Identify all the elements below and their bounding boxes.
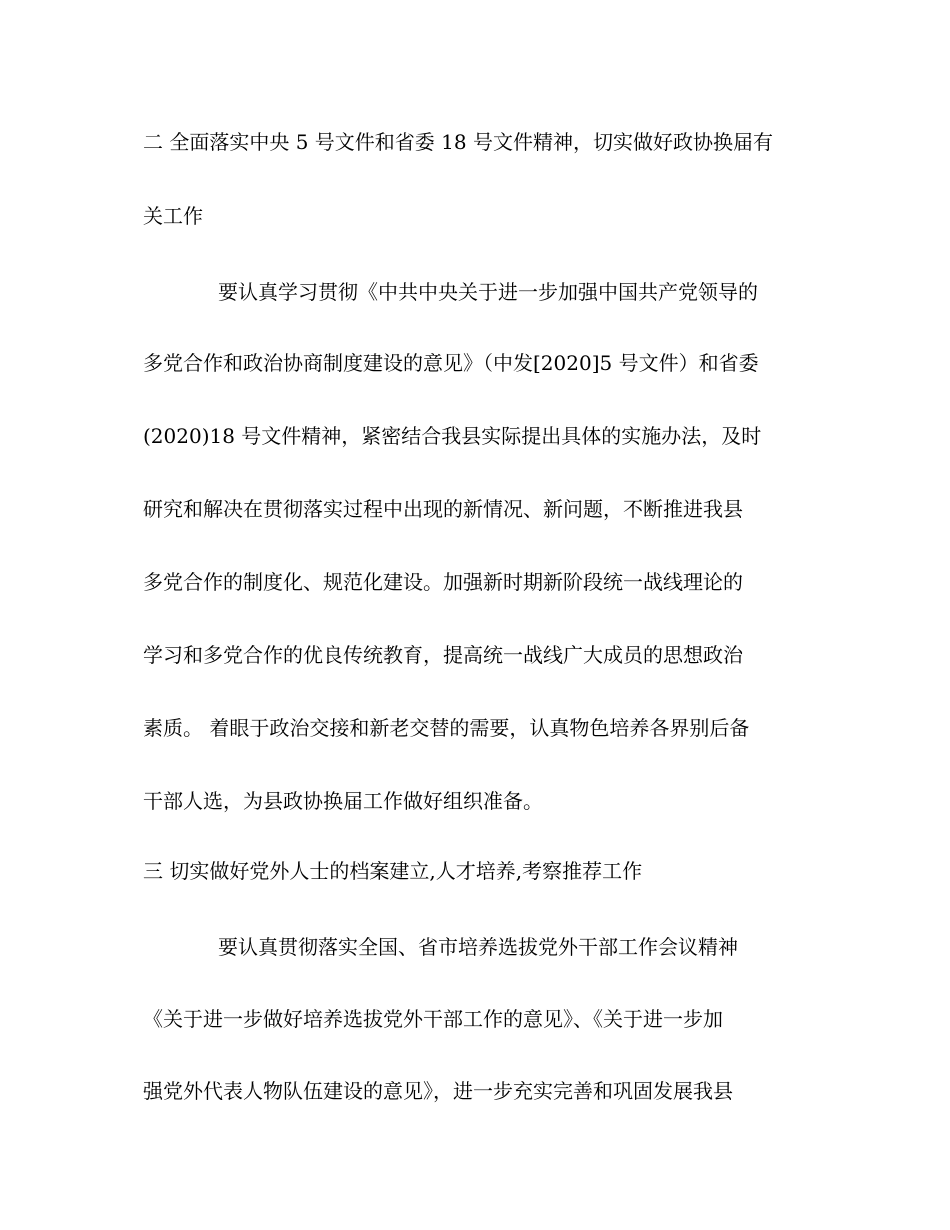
paragraph-line: 学习和多党合作的优良传统教育，提高统一战线广大成员的思想政治 (143, 643, 743, 667)
paragraph-line: 多党合作的制度化、规范化建设。加强新时期新阶段统一战线理论的 (143, 570, 743, 594)
section-heading-2: 二 全面落实中央 5 号文件和省委 18 号文件精神，切实做好政协换届有 (143, 130, 773, 154)
paragraph-line: (2020)18 号文件精神，紧密结合我县实际提出具体的实施办法，及时 (143, 424, 762, 448)
section-heading-2-continued: 关工作 (143, 204, 203, 228)
paragraph-line: 干部人选，为县政协换届工作做好组织准备。 (143, 789, 543, 813)
section-heading-3: 三 切实做好党外人士的档案建立,人才培养,考察推荐工作 (143, 859, 643, 883)
paragraph-line: 《关于进一步做好培养选拔党外干部工作的意见》、《关于进一步加 (143, 1007, 723, 1031)
paragraph-line: 强党外代表人物队伍建设的意见》，进一步充实完善和巩固发展我县 (143, 1079, 733, 1103)
paragraph-line: 要认真贯彻落实全国、省市培养选拔党外干部工作会议精神 (218, 935, 738, 959)
paragraph-line: 素质。 着眼于政治交接和新老交替的需要，认真物色培养各界别后备 (143, 716, 750, 740)
paragraph-line: 要认真学习贯彻《中共中央关于进一步加强中国共产党领导的 (218, 280, 758, 304)
paragraph-line: 多党合作和政治协商制度建设的意见》（中发[2020]5 号文件）和省委 (143, 351, 759, 375)
paragraph-line: 研究和解决在贯彻落实过程中出现的新情况、新问题，不断推进我县 (143, 497, 743, 521)
